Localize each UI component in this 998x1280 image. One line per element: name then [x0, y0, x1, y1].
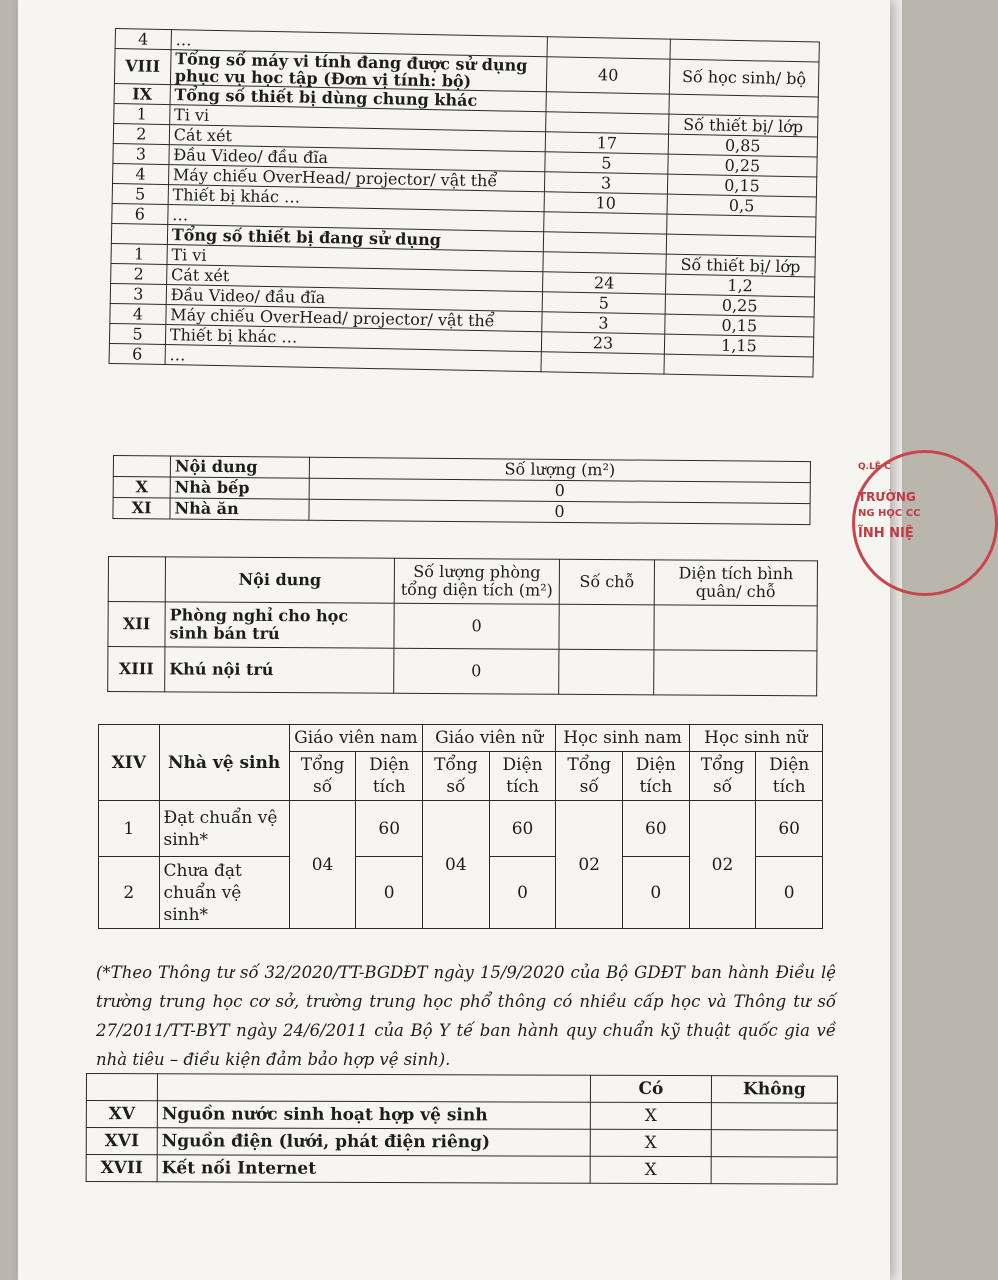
table-row: 5 Thiết bị khác … 23 1,15: [109, 323, 813, 357]
header-avg: Diện tích bình quân/ chỗ: [654, 560, 817, 606]
table-row: XIII Khú nội trú 0: [108, 647, 817, 696]
boarding-table: [107, 556, 818, 696]
table-row: XVII Kết nối Internet X: [86, 1155, 837, 1185]
table-row: 1 Đạt chuẩn vệ sinh* 04 60 04 60 02 60 02 60: [99, 801, 823, 857]
table-row: XI Nhà ăn 0: [113, 498, 810, 525]
table-row: 3 Đầu Video/ đầu đĩa 5 0,25: [110, 283, 814, 317]
table-row: 4 …: [115, 29, 819, 63]
table-row: 2 Cát xét 24 1,2: [111, 263, 815, 297]
school-stamp: Q.LÊ C TRƯỜNG NG HỌC CC ĨNH NIỆ: [852, 450, 910, 600]
table-row: 2 Chưa đạt chuẩn vệ sinh* 0 0 0 0: [99, 857, 823, 929]
table-header-row: Có Không: [86, 1074, 837, 1104]
table-row: VIII Tổng số máy vi tính đang được sử dụng phục vụ học tập (Đơn vị tính: bộ) 40 Số học sinh/ bộ: [114, 49, 819, 98]
table-row: X Nhà bếp 0: [113, 477, 810, 504]
table-row: 6 …: [112, 203, 816, 237]
table-row: XVI Nguồn điện (lưới, phát điện riêng) X: [86, 1128, 837, 1158]
footnote: (*Theo Thông tư số 32/2020/TT-BGDĐT ngày 15/9/2020 của Bộ GDĐT ban hành Điều lệ trường trung học cơ sở, trường trung học phổ thông có nhiều cấp học và Thông tư số 27/2011/TT-BYT ngày 24/6/2011 của Bộ Y tế ban hành quy chuẩn kỹ thuật quốc gia về nhà tiêu – điều kiện đảm bảo hợp vệ sinh).: [96, 963, 836, 1069]
header-seats: Số chỗ: [559, 559, 654, 605]
table-row: 1 Ti vi Số thiết bị/ lớp: [111, 243, 815, 277]
table-row: Tổng số thiết bị đang sử dụng: [111, 223, 815, 257]
toilet-table: [98, 724, 823, 929]
kitchen-table: [112, 455, 811, 525]
header-qty: Số lượng (m²): [309, 457, 810, 482]
table-row: 4 Máy chiếu OverHead/ projector/ vật thể 3 0,15: [110, 303, 814, 337]
table-row: XII Phòng nghỉ cho học sinh bán trú 0: [108, 602, 817, 651]
table-row: 1 Ti vi Số thiết bị/ lớp: [114, 103, 818, 137]
toilet-title: Nhà vệ sinh: [159, 725, 289, 801]
table-row: 6 …: [109, 343, 813, 377]
header-content: Nội dung: [165, 557, 394, 603]
header-qty: Số lượng phòng tổng diện tích (m²): [394, 558, 559, 604]
table-header-row: [108, 557, 817, 606]
header-content: Nội dung: [170, 456, 309, 478]
table-row: 3 Đầu Video/ đầu đĩa 5 0,25: [113, 143, 817, 177]
table-subheader-row: Tổng số Diện tích Tổng số Diện tích Tổng số Diện tích Tổng số Diện tích: [99, 752, 823, 801]
table-row: 5 Thiết bị khác … 10 0,5: [112, 183, 816, 217]
table-row: IX Tổng số thiết bị dùng chung khác: [114, 83, 818, 117]
table-header-row: XIV Nhà vệ sinh Giáo viên nam Giáo viên nữ Học sinh nam Học sinh nữ: [99, 725, 823, 752]
table-row: 4 Máy chiếu OverHead/ projector/ vật thể 3 0,15: [113, 163, 817, 197]
table-row: 2 Cát xét 17 0,85: [113, 123, 817, 157]
utilities-table: [86, 1073, 838, 1185]
table-row: XV Nguồn nước sinh hoạt hợp vệ sinh X: [86, 1101, 837, 1131]
equipment-table: [109, 28, 820, 377]
